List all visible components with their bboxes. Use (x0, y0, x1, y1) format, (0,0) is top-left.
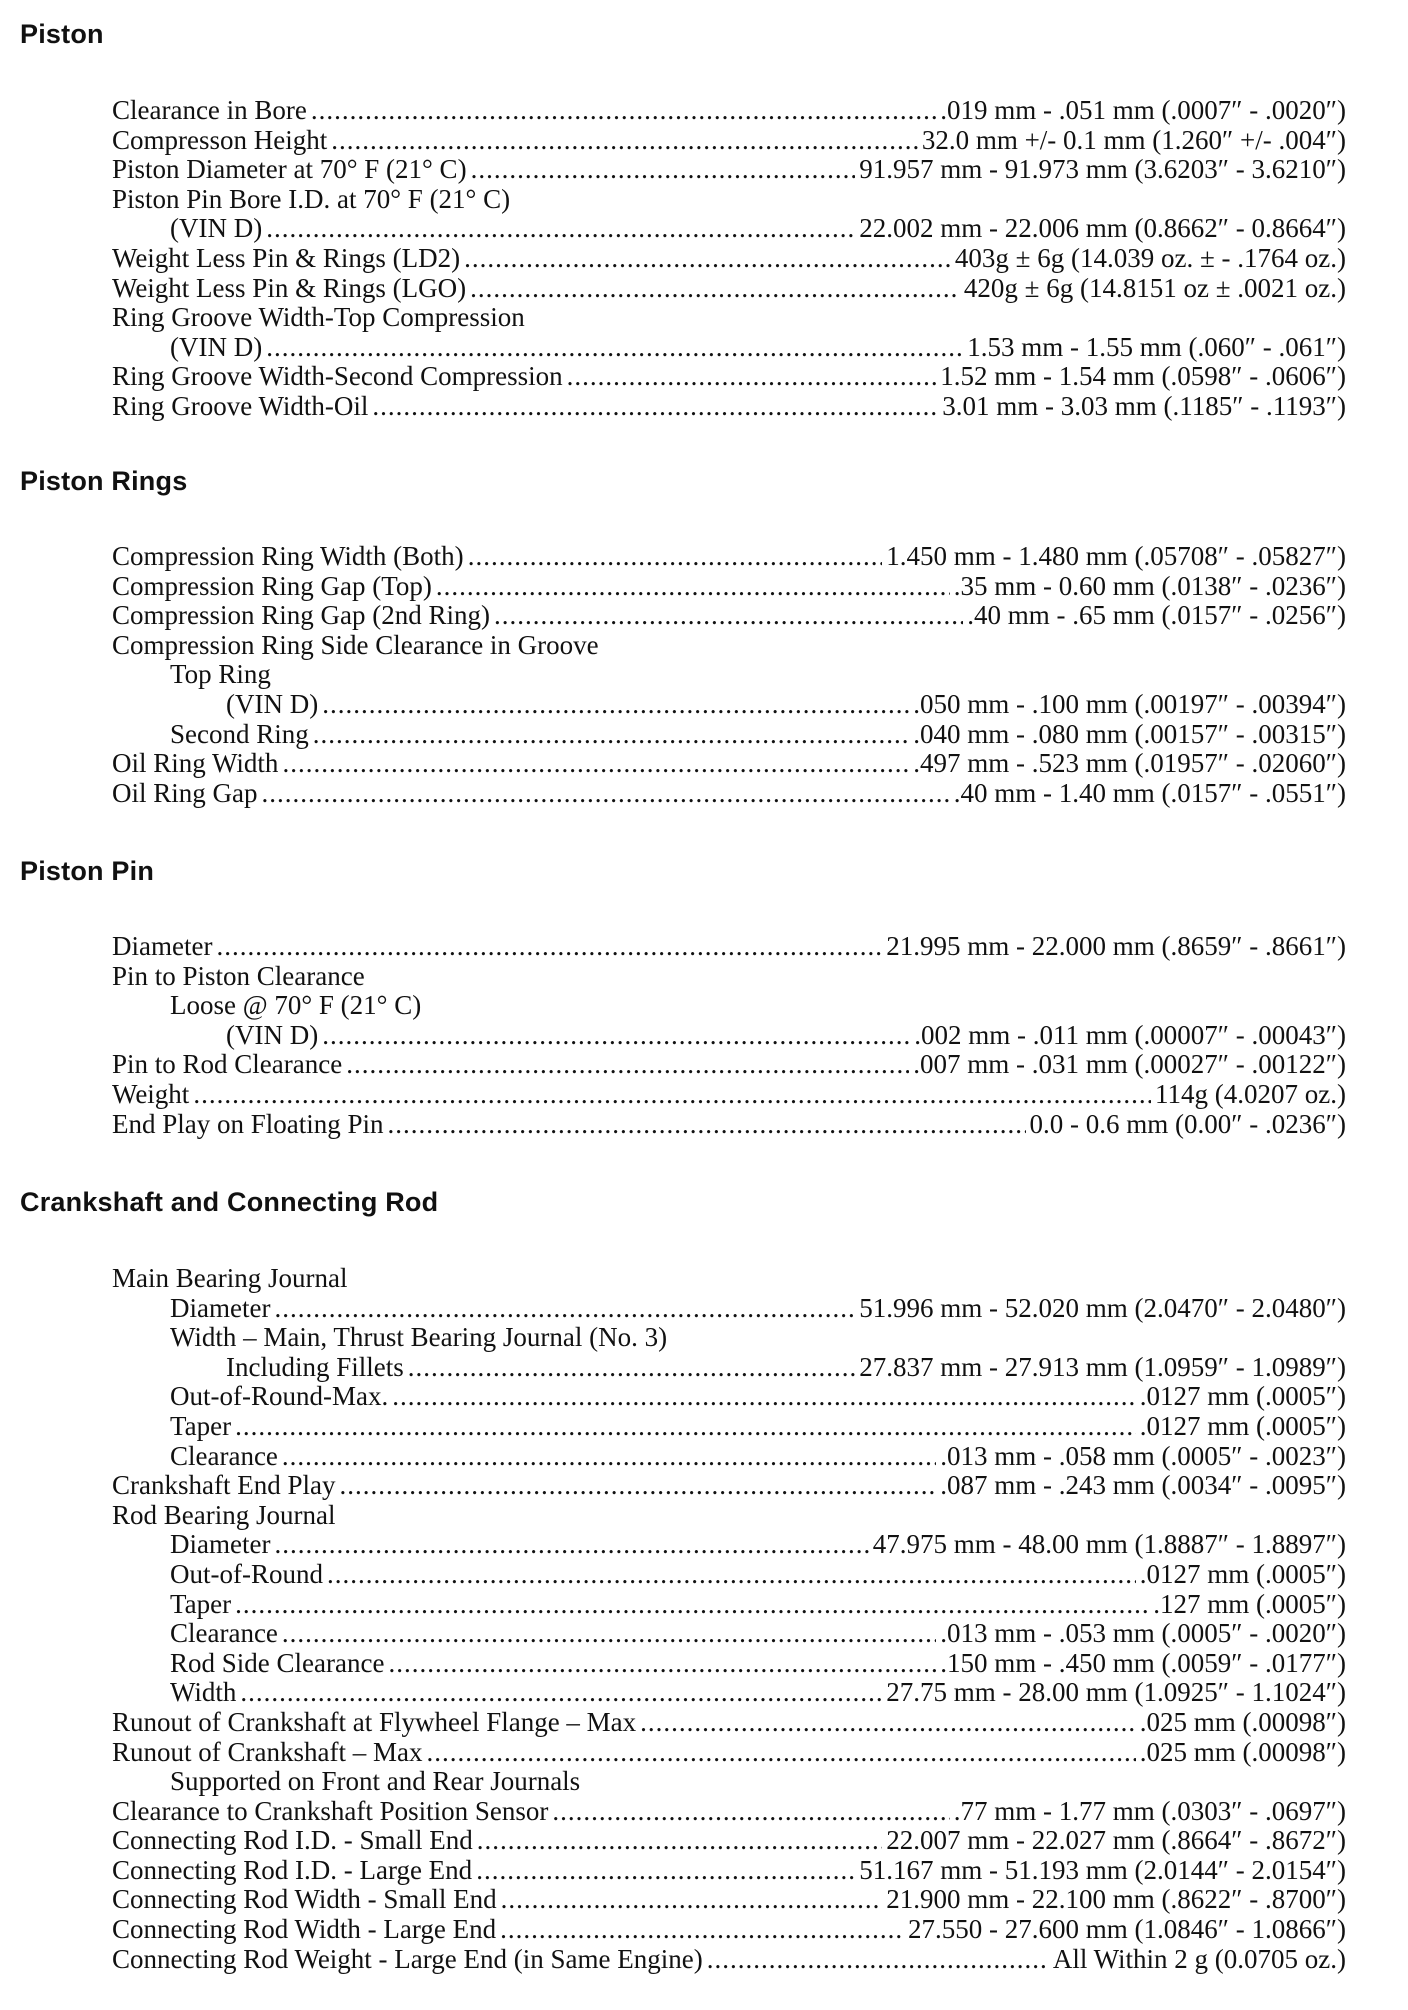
dot-leader (262, 779, 950, 809)
spec-label: Runout of Crankshaft at Flywheel Flange – Max (112, 1706, 637, 1737)
spec-label: Width – Main, Thrust Bearing Journal (No. 3) (170, 1322, 668, 1353)
spec-row (112, 932, 1346, 962)
dot-leader (311, 96, 936, 126)
spec-row (112, 126, 1346, 156)
dot-leader (392, 1382, 1136, 1412)
spec-value: .35 mm - 0.60 mm (.0138″ - .0236″) (953, 570, 1346, 601)
spec-row (112, 185, 1346, 215)
spec-label: Rod Side Clearance (170, 1647, 385, 1678)
spec-row (112, 1110, 1346, 1140)
spec-value: 1.53 mm - 1.55 mm (.060″ - .061″) (967, 331, 1346, 362)
spec-row (112, 96, 1346, 126)
spec-label: Including Fillets (226, 1351, 404, 1382)
spec-row (112, 1264, 1346, 1294)
spec-value: .150 mm - .450 mm (.0059″ - .0177″) (940, 1647, 1346, 1678)
spec-value: .40 mm - .65 mm (.0157″ - .0256″) (967, 600, 1346, 631)
spec-value: All Within 2 g (0.0705 oz.) (1052, 1943, 1346, 1974)
spec-label: Clearance (170, 1618, 278, 1649)
spec-row (112, 1678, 1346, 1708)
spec-row (112, 1382, 1346, 1412)
spec-label: Ring Groove Width-Second Compression (112, 361, 563, 392)
spec-label: Width (170, 1677, 237, 1708)
spec-value: 32.0 mm +/- 0.1 mm (1.260″ +/- .004″) (921, 124, 1346, 155)
dot-leader (471, 155, 856, 185)
spec-label: Weight Less Pin & Rings (LGO) (112, 272, 467, 303)
spec-row (112, 660, 1346, 690)
spec-value: 403g ± 6g (14.039 oz. ± - .1764 oz.) (954, 242, 1346, 273)
section-title: Piston Pin (20, 856, 155, 886)
spec-value: 0.0 - 0.6 mm (0.00″ - .0236″) (1029, 1108, 1346, 1139)
spec-label: Taper (170, 1588, 232, 1619)
spec-row (112, 1856, 1346, 1886)
spec-row (112, 1826, 1346, 1856)
spec-value: .019 mm - .051 mm (.0007″ - .0020″) (940, 95, 1346, 125)
dot-leader (274, 1530, 868, 1560)
spec-row (112, 1619, 1346, 1649)
spec-value: .0127 mm (.0005″) (1139, 1381, 1346, 1412)
spec-row (112, 1442, 1346, 1472)
dot-leader (235, 1590, 1149, 1620)
spec-row (112, 1471, 1346, 1501)
spec-value: 27.550 - 27.600 mm (1.0846″ - 1.0866″) (908, 1914, 1346, 1945)
spec-value: .025 mm (.00098″) (1139, 1706, 1346, 1737)
spec-label: Main Bearing Journal (112, 1263, 348, 1293)
spec-label: (VIN D) (170, 213, 263, 244)
dot-leader (346, 1050, 909, 1080)
dot-leader (494, 601, 963, 631)
spec-value: .013 mm - .053 mm (.0005″ - .0020″) (940, 1618, 1346, 1649)
spec-row (112, 214, 1346, 244)
dot-leader (216, 932, 882, 962)
spec-label: Diameter (112, 931, 213, 961)
spec-row (112, 1708, 1346, 1738)
dot-leader (500, 1915, 904, 1945)
spec-value: .025 mm (.00098″) (1139, 1736, 1346, 1767)
spec-label: Loose @ 70° F (21° C) (170, 990, 422, 1021)
spec-label: Compression Ring Gap (2nd Ring) (112, 600, 490, 631)
spec-row (112, 1323, 1346, 1353)
spec-row (112, 720, 1346, 750)
spec-label: Clearance to Crankshaft Position Sensor (112, 1795, 549, 1826)
spec-row (112, 333, 1346, 363)
spec-label: Compresson Height (112, 124, 328, 155)
spec-row (112, 962, 1346, 992)
dot-leader (464, 244, 951, 274)
spec-value: 22.007 mm - 22.027 mm (.8664″ - .8672″) (886, 1825, 1346, 1856)
spec-row (112, 1649, 1346, 1679)
spec-value: 27.75 mm - 28.00 mm (1.0925″ - 1.1024″) (886, 1677, 1346, 1708)
spec-value: .77 mm - 1.77 mm (.0303″ - .0697″) (953, 1795, 1346, 1826)
spec-label: Top Ring (170, 659, 271, 690)
dot-leader (468, 542, 883, 572)
dot-leader (552, 1797, 949, 1827)
dot-leader (567, 362, 937, 392)
spec-value: .087 mm - .243 mm (.0034″ - .0095″) (940, 1470, 1346, 1501)
spec-label: Connecting Rod Width - Large End (112, 1914, 497, 1945)
spec-label: Weight (112, 1078, 190, 1109)
section-title: Crankshaft and Connecting Rod (20, 1187, 439, 1217)
spec-label: (VIN D) (226, 1019, 319, 1050)
spec-list (112, 1264, 1346, 1974)
spec-value: .007 mm - .031 mm (.00027″ - .00122″) (913, 1049, 1346, 1080)
spec-label: Piston Pin Bore I.D. at 70° F (21° C) (112, 183, 511, 214)
spec-label: Crankshaft End Play (112, 1470, 336, 1501)
spec-label: Runout of Crankshaft – Max (112, 1736, 423, 1767)
spec-label: Compression Ring Side Clearance in Groove (112, 629, 599, 660)
spec-label: Clearance in Bore (112, 95, 307, 125)
spec-value: 91.957 mm - 91.973 mm (3.6203″ - 3.6210″) (859, 154, 1346, 185)
spec-row (112, 1530, 1346, 1560)
spec-label: Out-of-Round-Max. (170, 1381, 389, 1412)
spec-label: Taper (170, 1410, 232, 1441)
spec-label: Supported on Front and Rear Journals (170, 1766, 581, 1797)
spec-label: Pin to Piston Clearance (112, 960, 365, 991)
spec-label: Connecting Rod Width - Small End (112, 1884, 497, 1915)
spec-value: 27.837 mm - 27.913 mm (1.0959″ - 1.0989″) (859, 1351, 1346, 1382)
spec-label: Diameter (170, 1292, 271, 1323)
spec-label: (VIN D) (170, 331, 263, 362)
spec-row (112, 1767, 1346, 1797)
spec-value: 420g ± 6g (14.8151 oz ± .0021 oz.) (963, 272, 1346, 303)
dot-leader (408, 1353, 856, 1383)
spec-label: Rod Bearing Journal (112, 1499, 336, 1530)
spec-row (112, 690, 1346, 720)
spec-row (112, 155, 1346, 185)
dot-leader (266, 333, 963, 363)
spec-row (112, 1021, 1346, 1051)
spec-row (112, 1501, 1346, 1531)
spec-label: Oil Ring Gap (112, 777, 258, 808)
spec-label: (VIN D) (226, 688, 319, 719)
dot-leader (388, 1110, 1026, 1140)
spec-row (112, 274, 1346, 304)
spec-list (112, 96, 1346, 422)
dot-leader (640, 1708, 1136, 1738)
spec-row (112, 1294, 1346, 1324)
spec-value: 114g (4.0207 oz.) (1155, 1078, 1346, 1109)
spec-value: 47.975 mm - 48.00 mm (1.8887″ - 1.8897″) (872, 1529, 1346, 1560)
spec-label: Piston Diameter at 70° F (21° C) (112, 154, 467, 185)
spec-value: .497 mm - .523 mm (.01957″ - .02060″) (913, 748, 1346, 779)
spec-label: Connecting Rod Weight - Large End (in Same Engine) (112, 1943, 703, 1974)
spec-label: Connecting Rod I.D. - Small End (112, 1825, 473, 1856)
spec-value: 1.450 mm - 1.480 mm (.05708″ - .05827″) (886, 541, 1346, 571)
spec-label: Compression Ring Gap (Top) (112, 570, 432, 601)
spec-row (112, 749, 1346, 779)
spec-label: Ring Groove Width-Top Compression (112, 302, 525, 333)
spec-row (112, 542, 1346, 572)
dot-leader (372, 392, 938, 422)
spec-label: Compression Ring Width (Both) (112, 541, 464, 571)
spec-label: Oil Ring Width (112, 748, 279, 779)
spec-list (112, 932, 1346, 1139)
spec-row (112, 303, 1346, 333)
spec-row (112, 1080, 1346, 1110)
dot-leader (313, 720, 910, 750)
spec-row (112, 631, 1346, 661)
spec-value: 22.002 mm - 22.006 mm (0.8662″ - 0.8664″) (859, 213, 1346, 244)
dot-leader (388, 1649, 936, 1679)
spec-label: End Play on Floating Pin (112, 1108, 384, 1139)
spec-value: .127 mm (.0005″) (1153, 1588, 1346, 1619)
spec-value: .0127 mm (.0005″) (1139, 1558, 1346, 1589)
spec-label: Connecting Rod I.D. - Large End (112, 1854, 473, 1885)
spec-label: Diameter (170, 1529, 271, 1560)
spec-value: 21.900 mm - 22.100 mm (.8622″ - .8700″) (886, 1884, 1346, 1915)
spec-label: Pin to Rod Clearance (112, 1049, 343, 1080)
spec-row (112, 1412, 1346, 1442)
dot-leader (436, 572, 950, 602)
spec-label: Ring Groove Width-Oil (112, 390, 369, 421)
spec-row (112, 779, 1346, 809)
section-title: Piston (20, 19, 104, 49)
spec-row (112, 1738, 1346, 1768)
dot-leader (426, 1738, 1135, 1768)
spec-value: .050 mm - .100 mm (.00197″ - .00394″) (913, 688, 1346, 719)
dot-leader (282, 1619, 936, 1649)
dot-leader (501, 1885, 883, 1915)
spec-row (112, 601, 1346, 631)
dot-leader (477, 1826, 883, 1856)
spec-label: Weight Less Pin & Rings (LD2) (112, 242, 461, 273)
spec-row (112, 1885, 1346, 1915)
dot-leader (235, 1412, 1136, 1442)
spec-row (112, 244, 1346, 274)
spec-row (112, 1915, 1346, 1945)
spec-value: .002 mm - .011 mm (.00007″ - .00043″) (914, 1019, 1346, 1050)
dot-leader (327, 1560, 1136, 1590)
dot-leader (240, 1678, 882, 1708)
spec-label: Out-of-Round (170, 1558, 323, 1589)
spec-row (112, 1353, 1346, 1383)
spec-value: 51.167 mm - 51.193 mm (2.0144″ - 2.0154″) (859, 1854, 1346, 1885)
dot-leader (282, 749, 909, 779)
spec-row (112, 392, 1346, 422)
spec-row (112, 991, 1346, 1021)
dot-leader (322, 690, 909, 720)
spec-row (112, 1050, 1346, 1080)
section-title: Piston Rings (20, 466, 188, 496)
dot-leader (470, 274, 960, 304)
dot-leader (266, 214, 855, 244)
spec-row (112, 572, 1346, 602)
spec-value: 51.996 mm - 52.020 mm (2.0470″ - 2.0480″) (859, 1292, 1346, 1323)
dot-leader (707, 1945, 1049, 1975)
spec-value: 21.995 mm - 22.000 mm (.8659″ - .8661″) (886, 931, 1346, 961)
spec-value: .0127 mm (.0005″) (1139, 1410, 1346, 1441)
spec-label: Clearance (170, 1440, 278, 1471)
dot-leader (274, 1294, 855, 1324)
spec-row (112, 1945, 1346, 1975)
spec-list (112, 542, 1346, 808)
dot-leader (193, 1080, 1151, 1110)
dot-leader (282, 1442, 936, 1472)
spec-row (112, 1797, 1346, 1827)
spec-label: Second Ring (170, 718, 309, 749)
dot-leader (339, 1471, 936, 1501)
dot-leader (322, 1021, 910, 1051)
spec-value: 1.52 mm - 1.54 mm (.0598″ - .0606″) (940, 361, 1346, 392)
dot-leader (476, 1856, 855, 1886)
spec-row (112, 362, 1346, 392)
spec-row (112, 1560, 1346, 1590)
spec-value: 3.01 mm - 3.03 mm (.1185″ - .1193″) (942, 390, 1346, 421)
spec-row (112, 1590, 1346, 1620)
dot-leader (331, 126, 918, 156)
spec-value: .013 mm - .058 mm (.0005″ - .0023″) (940, 1440, 1346, 1471)
spec-value: .040 mm - .080 mm (.00157″ - .00315″) (913, 718, 1346, 749)
spec-value: .40 mm - 1.40 mm (.0157″ - .0551″) (953, 777, 1346, 808)
